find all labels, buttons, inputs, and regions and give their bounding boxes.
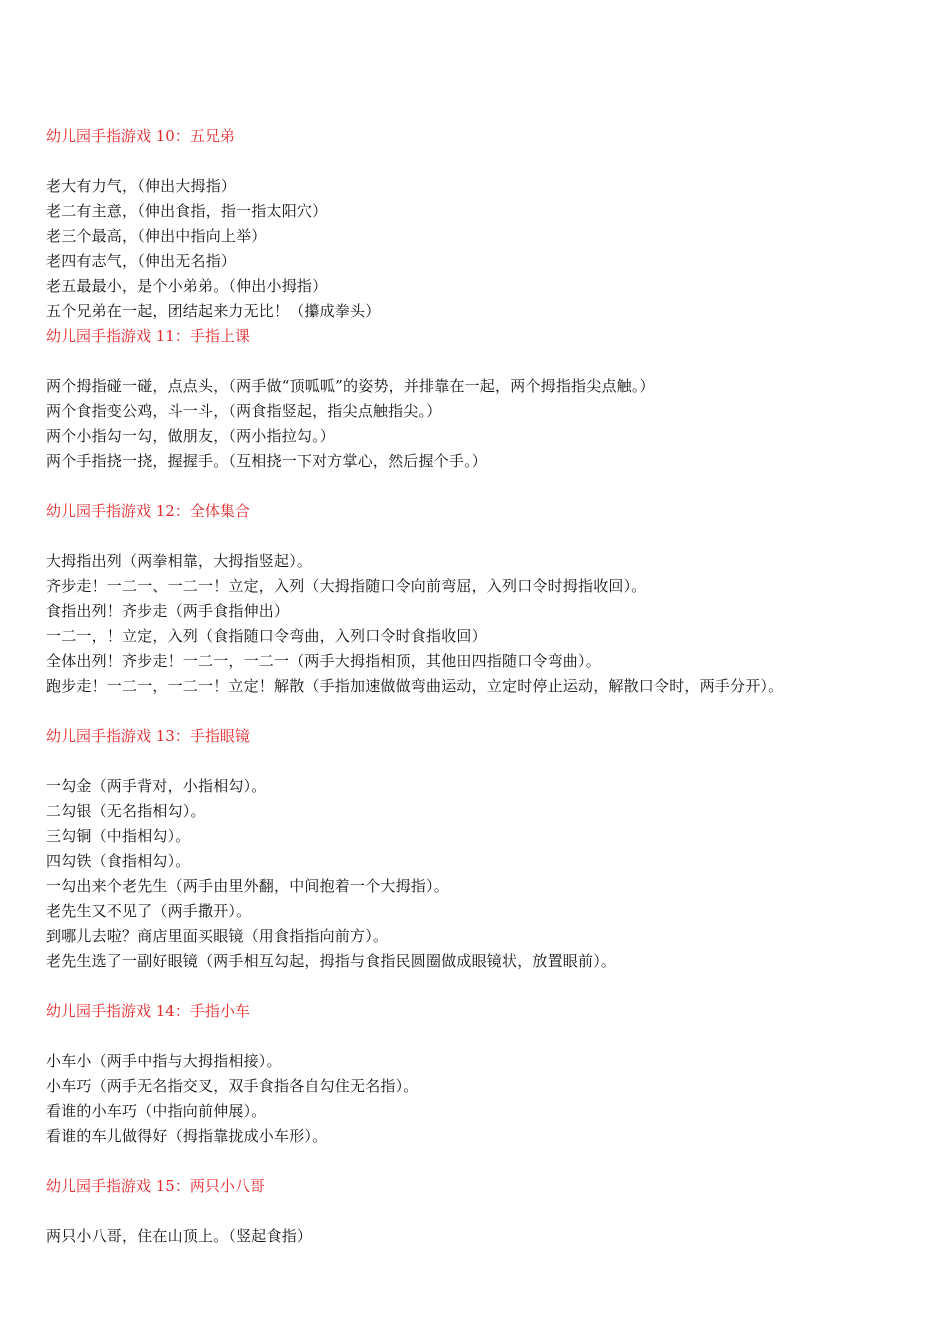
section-title: 幼儿园手指游戏 10：五兄弟: [46, 127, 235, 145]
body-line: 老先生选了一副好眼镜（两手相互勾起，拇指与食指民圆圈做成眼镜状，放置眼前）。: [46, 952, 617, 970]
spacer: [46, 1024, 916, 1049]
spacer: [46, 1149, 916, 1174]
spacer: [46, 524, 916, 549]
spacer: [46, 1199, 916, 1224]
body-line: 五个兄弟在一起，团结起来力无比！（攥成拳头）: [46, 302, 381, 320]
spacer: [46, 749, 916, 774]
body-line: 四勾铁（食指相勾）。: [46, 852, 191, 870]
body-line: 两个手指挠一挠，握握手。（互相挠一下对方掌心，然后握个手。）: [46, 452, 488, 470]
body-line: 齐步走！一二一、一二一！立定，入列（大拇指随口令向前弯屈，入列口令时拇指收回）。: [46, 577, 647, 595]
spacer: [46, 699, 916, 724]
body-line: 大拇指出列（两拳相靠，大拇指竖起）。: [46, 552, 313, 570]
body-line: 全体出列！齐步走！一二一，一二一（两手大拇指相顶，其他田四指随口令弯曲）。: [46, 652, 601, 670]
section-title: 幼儿园手指游戏 13：手指眼镜: [46, 727, 250, 745]
body-line: 两个食指变公鸡，斗一斗，（两食指竖起，指尖点触指尖。）: [46, 402, 442, 420]
body-line: 一勾金（两手背对，小指相勾）。: [46, 777, 267, 795]
body-line: 一勾出来个老先生（两手由里外翻，中间抱着一个大拇指）。: [46, 877, 449, 895]
body-line: 跑步走！一二一，一二一！立定！解散（手指加速做做弯曲运动，立定时停止运动，解散口令时，两手分开）。: [46, 677, 784, 695]
body-line: 小车巧（两手无名指交叉，双手食指各自勾住无名指）。: [46, 1077, 419, 1095]
body-line: 老先生又不见了（两手撒开）。: [46, 902, 252, 920]
body-line: 食指出列！齐步走（两手食指伸出）: [46, 602, 290, 620]
body-line: 两只小八哥，住在山顶上。（竖起食指）: [46, 1227, 313, 1245]
section-game-13: [46, 724, 916, 999]
spacer: [46, 974, 916, 999]
section-title: 幼儿园手指游戏 14：手指小车: [46, 1002, 250, 1020]
body-line: 老大有力气，（伸出大拇指）: [46, 177, 237, 195]
spacer: [46, 149, 916, 174]
body-line: 看谁的小车巧（中指向前伸展）。: [46, 1102, 267, 1120]
body-line: 老四有志气，（伸出无名指）: [46, 252, 237, 270]
section-game-10: [46, 124, 916, 324]
section-game-12: [46, 499, 916, 724]
spacer: [46, 349, 916, 374]
document-body: [46, 124, 916, 1249]
body-line: 二勾银（无名指相勾）。: [46, 802, 206, 820]
section-title: 幼儿园手指游戏 11：手指上课: [46, 327, 250, 345]
section-game-15: [46, 1174, 916, 1249]
body-line: 两个拇指碰一碰，点点头，（两手做“顶呱呱”的姿势，并排靠在一起，两个拇指指尖点触。）: [46, 377, 655, 395]
body-line: 到哪儿去啦？商店里面买眼镜（用食指指向前方）。: [46, 927, 389, 945]
body-line: 老五最最小，是个小弟弟。（伸出小拇指）: [46, 277, 328, 295]
spacer: [46, 474, 916, 499]
body-line: 三勾铜（中指相勾）。: [46, 827, 191, 845]
section-game-14: [46, 999, 916, 1174]
body-line: 小车小（两手中指与大拇指相接）。: [46, 1052, 282, 1070]
section-title: 幼儿园手指游戏 15：两只小八哥: [46, 1177, 265, 1195]
section-title: 幼儿园手指游戏 12：全体集合: [46, 502, 250, 520]
body-line: 老三个最高，（伸出中指向上举）: [46, 227, 267, 245]
section-game-11: [46, 324, 916, 499]
body-line: 看谁的车儿做得好（拇指靠拢成小车形）。: [46, 1127, 328, 1145]
body-line: 老二有主意，（伸出食指，指一指太阳穴）: [46, 202, 328, 220]
body-line: 一二一，！立定，入列（食指随口令弯曲，入列口令时食指收回）: [46, 627, 487, 645]
body-line: 两个小指勾一勾，做朋友，（两小指拉勾。）: [46, 427, 336, 445]
